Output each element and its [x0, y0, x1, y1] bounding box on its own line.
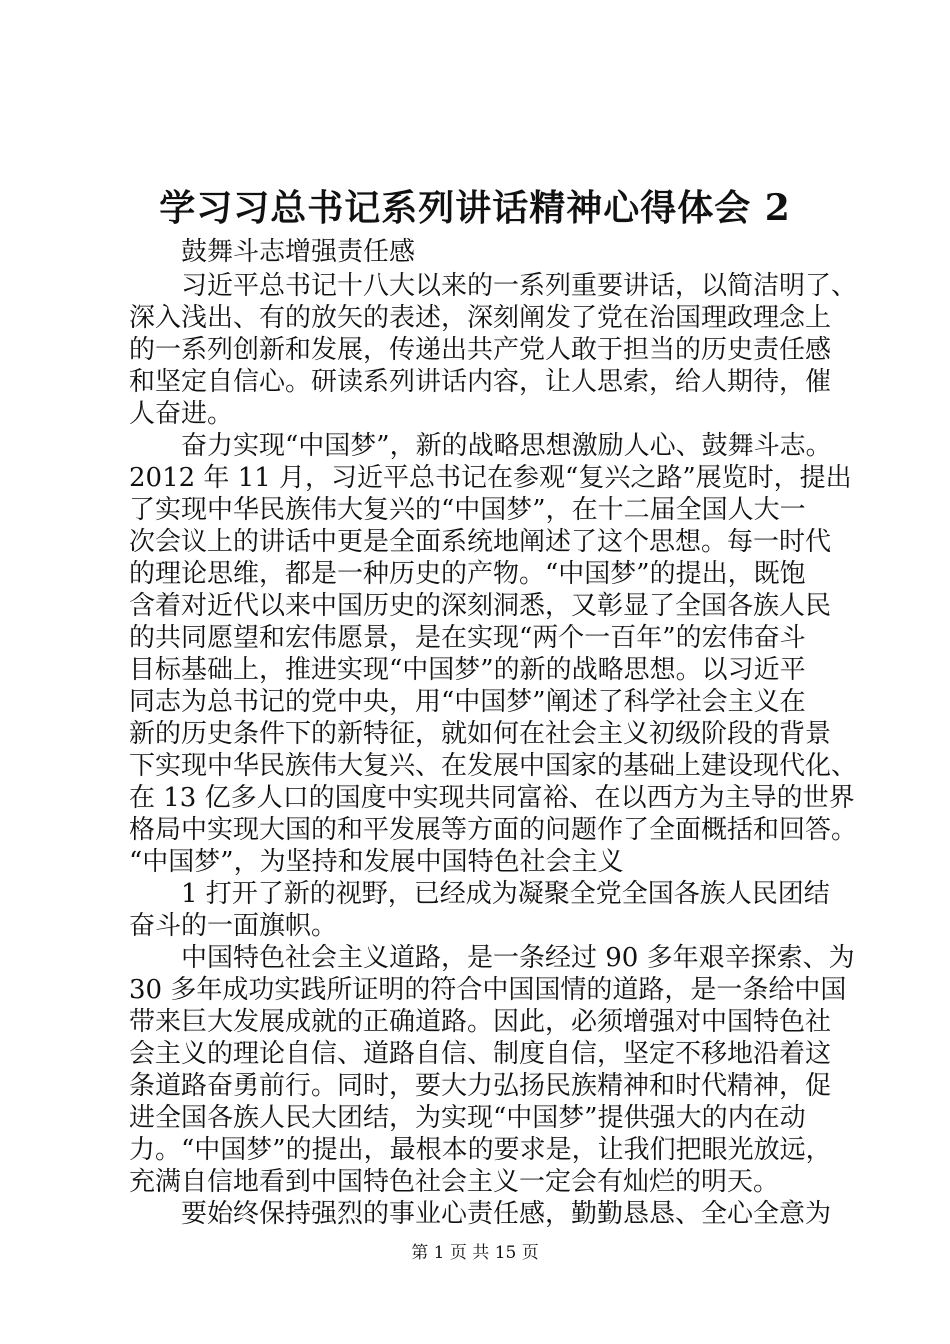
body-line: 的一系列创新和发展，传递出共产党人敢于担当的历史责任感 [129, 335, 832, 365]
body-line: 进全国各族人民大团结，为实现“中国梦”提供强大的内在动 [129, 1103, 806, 1133]
body-line: 了实现中华民族伟大复兴的“中国梦”，在十二届全国人大一 [129, 495, 806, 525]
body-line: 新的历史条件下的新特征，就如何在社会主义初级阶段的背景 [129, 719, 832, 749]
body-line: 条道路奋勇前行。同时，要大力弘扬民族精神和时代精神，促 [129, 1071, 832, 1101]
body-line: 会主义的理论自信、道路自信、制度自信，坚定不移地沿着这 [129, 1039, 832, 1069]
body-line: 的共同愿望和宏伟愿景，是在实现“两个一百年”的宏伟奋斗 [129, 623, 806, 653]
body-line: 30 多年成功实践所证明的符合中国国情的道路，是一条给中国 [129, 975, 847, 1005]
body-line: 和坚定自信心。研读系列讲话内容，让人思索，给人期待，催 [129, 367, 832, 397]
body-line: “中国梦”，为坚持和发展中国特色社会主义 [129, 847, 624, 877]
page-footer: 第 1 页 共 15 页 [411, 1243, 539, 1263]
body-line: 奋斗的一面旗帜。 [129, 911, 338, 941]
body-line: 格局中实现大国的和平发展等方面的问题作了全面概括和回答。 [129, 815, 858, 845]
body-line: 的理论思维，都是一种历史的产物。“中国梦”的提出，既饱 [129, 559, 806, 589]
body-line: 下实现中华民族伟大复兴、在发展中国家的基础上建设现代化、 [129, 751, 858, 781]
body-line: 同志为总书记的党中央，用“中国梦”阐述了科学社会主义在 [129, 687, 806, 717]
body-line: 带来巨大发展成就的正确道路。因此，必须增强对中国特色社 [129, 1007, 832, 1037]
document-subtitle: 鼓舞斗志增强责任感 [181, 237, 416, 267]
body-line: 要始终保持强烈的事业心责任感，勤勤恳恳、全心全意为 [181, 1199, 832, 1229]
body-line: 奋力实现“中国梦”，新的战略思想激励人心、鼓舞斗志。 [181, 431, 832, 461]
body-line: 深入浅出、有的放矢的表述，深刻阐发了党在治国理政理念上 [129, 303, 832, 333]
body-line: 含着对近代以来中国历史的深刻洞悉，又彰显了全国各族人民 [129, 591, 832, 621]
body-line: 习近平总书记十八大以来的一系列重要讲话，以简洁明了、 [181, 271, 858, 301]
body-line: 中国特色社会主义道路，是一条经过 90 多年艰辛探索、为 [181, 943, 855, 973]
body-line: 充满自信地看到中国特色社会主义一定会有灿烂的明天。 [129, 1167, 780, 1197]
body-line: 次会议上的讲话中更是全面系统地阐述了这个思想。每一时代 [129, 527, 832, 557]
body-line: 1 打开了新的视野，已经成为凝聚全党全国各族人民团结 [181, 879, 830, 909]
document-title: 学习习总书记系列讲话精神心得体会 2 [159, 187, 791, 229]
body-line: 人奋进。 [129, 399, 234, 429]
body-line: 目标基础上，推进实现“中国梦”的新的战略思想。以习近平 [129, 655, 806, 685]
body-line: 力。“中国梦”的提出，最根本的要求是，让我们把眼光放远， [129, 1135, 832, 1165]
body-line: 在 13 亿多人口的国度中实现共同富裕、在以西方为主导的世界 [129, 783, 855, 813]
body-line: 2012 年 11 月，习近平总书记在参观“复兴之路”展览时，提出 [129, 463, 852, 493]
